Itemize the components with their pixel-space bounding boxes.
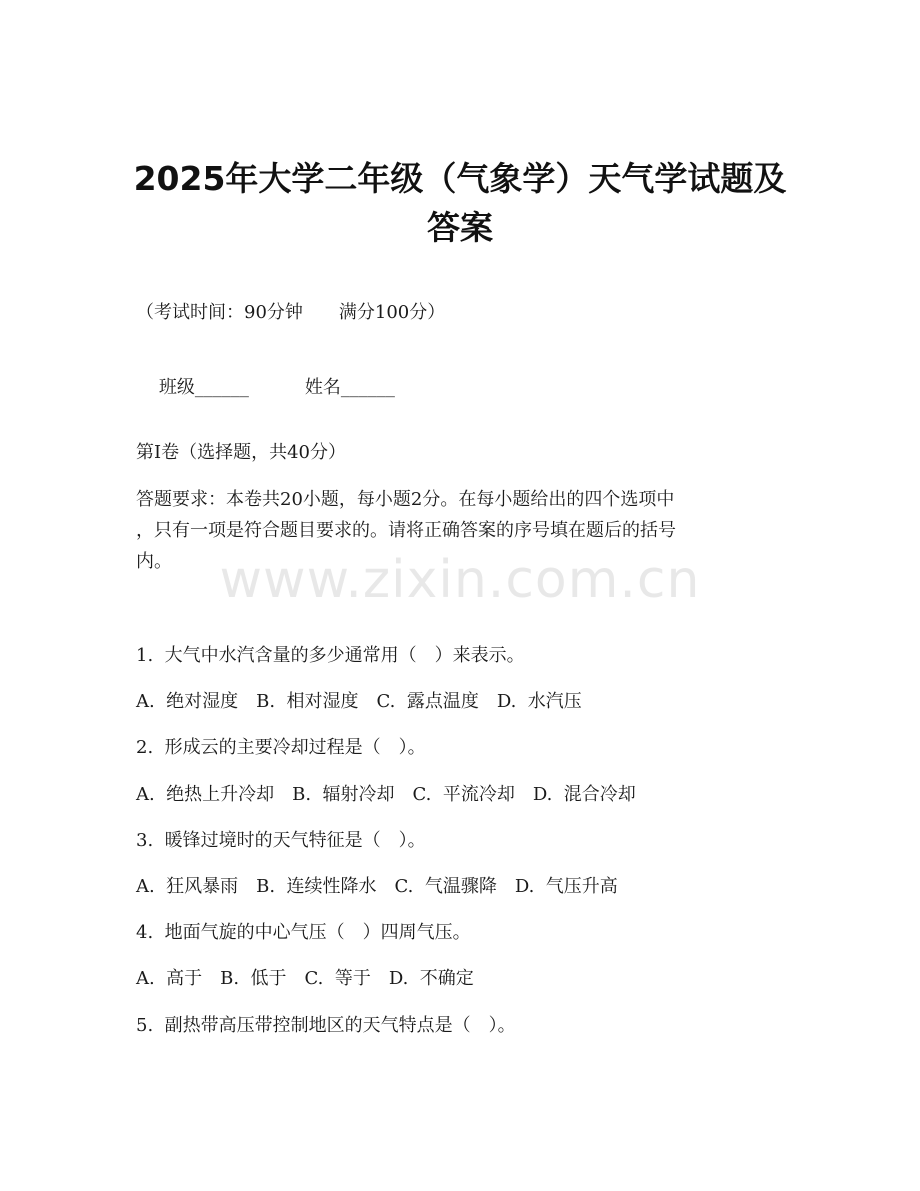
name-label: 姓名______ [304,377,395,398]
question-4-options: A. 高于 B. 低于 C. 等于 D. 不确定 [136,968,474,989]
document-title-line-2: 答案 [427,208,493,247]
question-4-stem: 4. 地面气旋的中心气压（ ）四周气压。 [136,922,471,943]
instructions-line-1: 答题要求：本卷共20小题，每小题2分。在每小题给出的四个选项中 [136,489,675,510]
question-1-options: A. 绝对湿度 B. 相对湿度 C. 露点温度 D. 水汽压 [136,691,582,712]
question-2-options: A. 绝热上升冷却 B. 辐射冷却 C. 平流冷却 D. 混合冷却 [136,784,636,805]
question-3-options: A. 狂风暴雨 B. 连续性降水 C. 气温骤降 D. 气压升高 [136,876,618,897]
student-info-row [136,349,395,427]
instructions-line-3: 内。 [136,551,172,572]
question-2-stem: 2. 形成云的主要冷却过程是（ ）。 [136,737,426,758]
document-title-line-1: 2025年大学二年级（气象学）天气学试题及 [133,159,787,198]
question-3-stem: 3. 暖锋过境时的天气特征是（ ）。 [136,830,426,851]
question-1-stem: 1. 大气中水汽含量的多少通常用（ ）来表示。 [136,645,525,666]
question-5-stem: 5. 副热带高压带控制地区的天气特点是（ ）。 [136,1015,516,1036]
instructions-line-2: ，只有一项是符合题目要求的。请将正确答案的序号填在题后的括号 [136,520,676,541]
class-label: 班级______ [158,377,249,398]
section-title: 第I卷（选择题，共40分） [136,442,347,463]
exam-info: （考试时间：90分钟 满分100分） [136,302,446,323]
watermark: www.zixin.com.cn [219,550,701,610]
